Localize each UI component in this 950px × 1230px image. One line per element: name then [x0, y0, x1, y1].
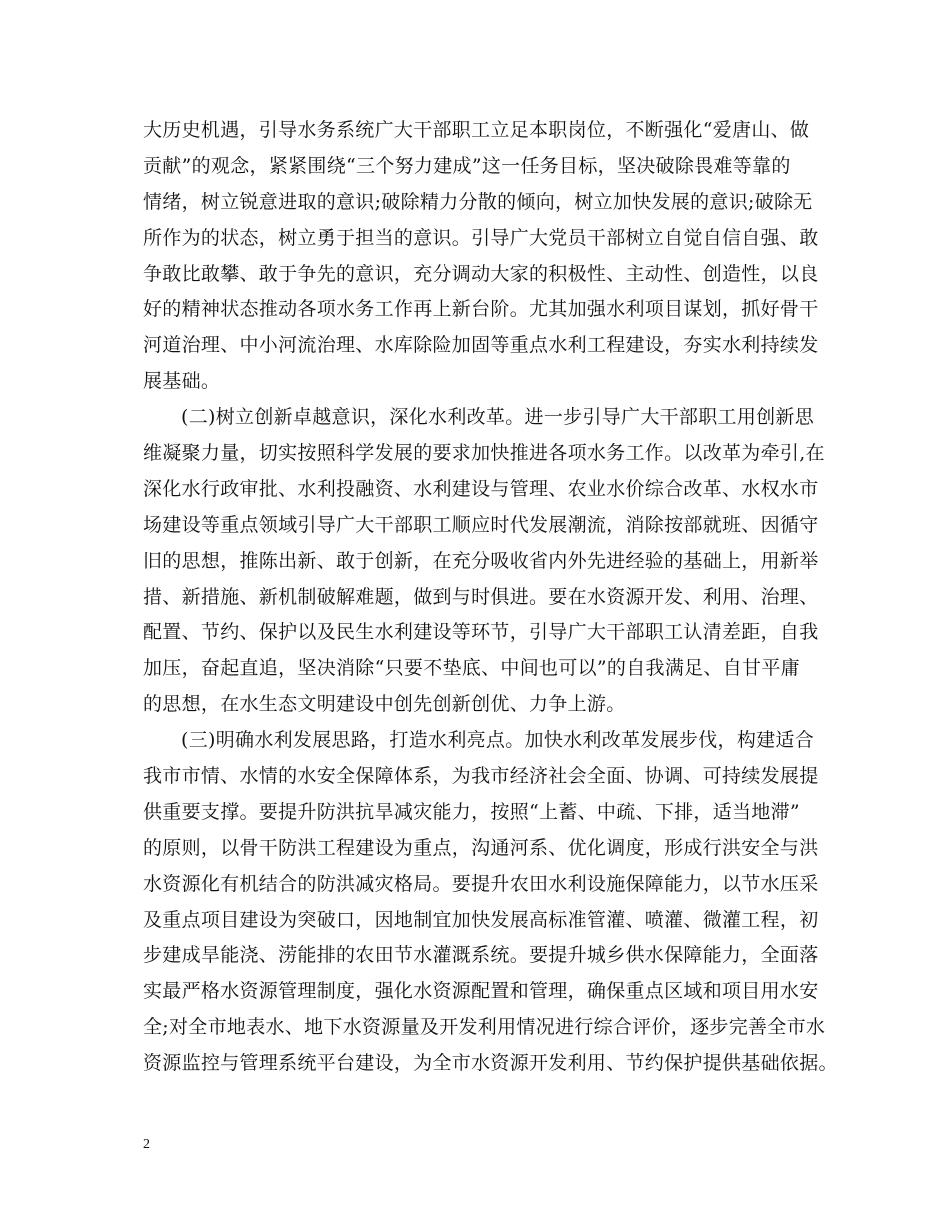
text-line: 大历史机遇，引导水务系统广大干部职工立足本职岗位，不断强化“爱唐山、做 [143, 119, 810, 141]
text-line: 步建成旱能浇、涝能排的农田节水灌溉系统。要提升城乡供水保障能力，全面落 [143, 944, 819, 967]
text-line: 水资源化有机结合的防洪减灾格局。要提升农田水利设施保障能力，以节水压采 [143, 872, 819, 895]
text-line: 供重要支撑。要提升防洪抗旱减灾能力，按照“上蓄、中疏、下排，适当地滞” [143, 800, 800, 823]
text-line: 争敢比敢攀、敢于争先的意识，充分调动大家的积极性、主动性、创造性，以良 [143, 262, 819, 285]
text-line: 情绪，树立锐意进取的意识;破除精力分散的倾向，树立加快发展的意识;破除无 [143, 190, 813, 213]
text-line: 河道治理、中小河流治理、水库除险加固等重点水利工程建设，夯实水利持续发 [143, 334, 819, 357]
text-line: 好的精神状态推动各项水务工作再上新台阶。尤其加强水利项目谋划，抓好骨干 [143, 298, 819, 321]
text-line: 加压，奋起直追，坚决消除“只要不垫底、中间也可以”的自我满足、自甘平庸 [143, 657, 800, 680]
paragraph-2-first-line: (二)树立创新卓越意识，深化水利改革。进一步引导广大干部职工用创新思 [181, 406, 815, 429]
text-line: 资源监控与管理系统平台建设，为全市水资源开发利用、节约保护提供基础依据。 [143, 1052, 838, 1075]
body-text [143, 113, 838, 1082]
text-line: 措、新措施、新机制破解难题，做到与时俱进。要在水资源开发、利用、治理、 [143, 585, 819, 608]
text-line: 我市市情、水情的水安全保障体系，为我市经济社会全面、协调、可持续发展提 [143, 765, 819, 788]
text-line: 所作为的状态，树立勇于担当的意识。引导广大党员干部树立自觉自信自强、敢 [143, 226, 819, 249]
page-number: 2 [143, 1137, 150, 1152]
text-line: 深化水行政审批、水利投融资、水利建设与管理、农业水价综合改革、水权水市 [143, 477, 819, 500]
text-line: 的原则，以骨干防洪工程建设为重点，沟通河系、优化调度，形成行洪安全与洪 [143, 836, 819, 859]
text-line: 维凝聚力量，切实按照科学发展的要求加快推进各项水务工作。以改革为牵引,在 [143, 442, 825, 465]
text-line: 贡献”的观念，紧紧围绕“三个努力建成”这一任务目标，坚决破除畏难等靠的 [143, 154, 791, 177]
text-line: 配置、节约、保护以及民生水利建设等环节，引导广大干部职工认清差距，自我 [143, 621, 819, 644]
text-line: 及重点项目建设为突破口，因地制宜加快发展高标准管灌、喷灌、微灌工程，初 [143, 908, 819, 931]
text-line: 场建设等重点领域引导广大干部职工顺应时代发展潮流，消除按部就班、因循守 [143, 513, 819, 536]
text-line: 全;对全市地表水、地下水资源量及开发利用情况进行综合评价，逐步完善全市水 [143, 1016, 826, 1039]
paragraph-3-first-line: (三)明确水利发展思路，打造水利亮点。加快水利改革发展步伐，构建适合 [181, 729, 815, 752]
text-line: 的思想，在水生态文明建设中创先创新创优、力争上游。 [143, 693, 626, 716]
text-line: 实最严格水资源管理制度，强化水资源配置和管理，确保重点区域和项目用水安 [143, 980, 819, 1003]
text-line: 展基础。 [143, 370, 221, 393]
text-line: 旧的思想，推陈出新、敢于创新，在充分吸收省内外先进经验的基础上，用新举 [143, 549, 819, 572]
